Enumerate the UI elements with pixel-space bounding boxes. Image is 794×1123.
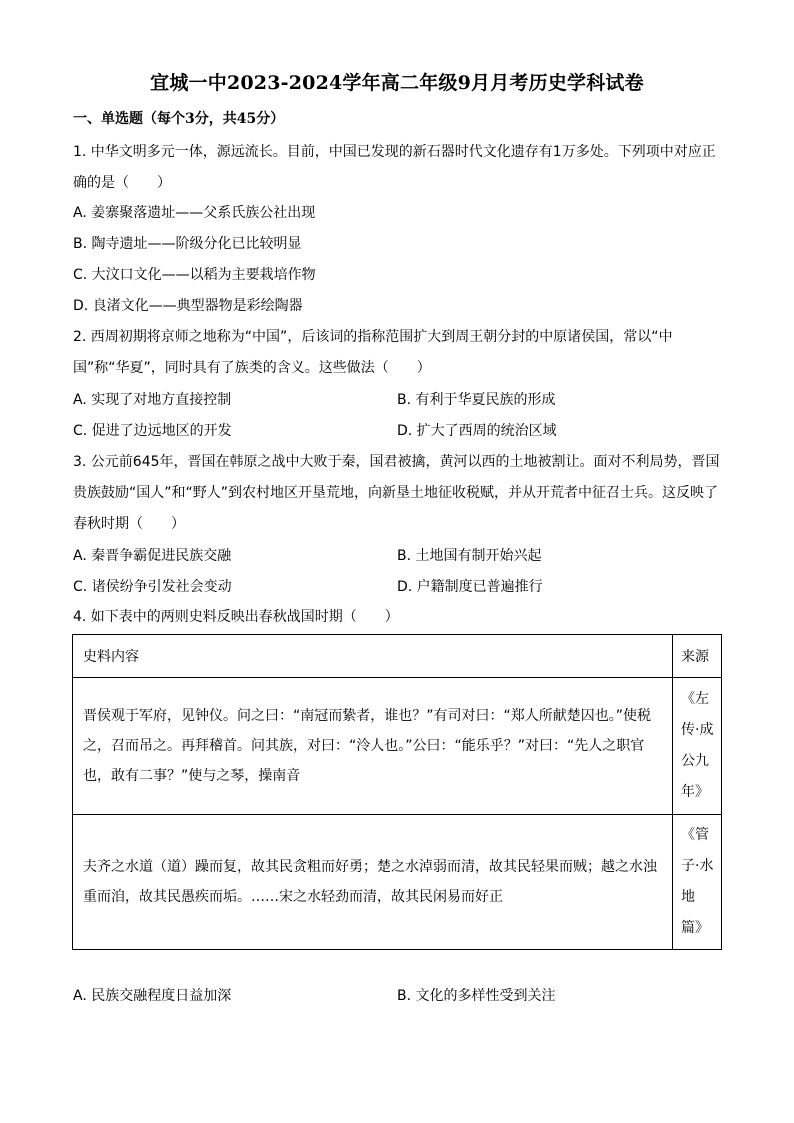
row-2-content: 夫齐之水道（道）躁而复，故其民贪粗而好勇；楚之水淖弱而清，故其民轻果而贼；越之水浊重而洎，故其民愚疾而垢。……宋之水轻劲而清，故其民闲易而好正 [73, 815, 673, 950]
row-1-content: 晋侯观于军府，见钟仪。问之曰：“南冠而絷者，谁也？”有司对曰：“郑人所献楚囚也。”使税之，召而吊之。再拜稽首。问其族，对曰：“泠人也。”公曰：“能乐乎？”对曰：“先人之职官也，敢有二事？”使与之琴，操南音 [73, 678, 673, 815]
table-row [73, 678, 722, 815]
table-row [73, 815, 722, 950]
table-header-row [73, 635, 722, 678]
header-content: 史料内容 [73, 635, 673, 678]
row-2-source: 《管子·水地篇》 [673, 815, 722, 950]
page-title: 宜城一中2023-2024学年高二年级9月月考历史学科试卷 [150, 72, 644, 94]
source-table [72, 634, 722, 950]
q3-option-d[interactable]: D. 户籍制度已普遍推行 [397, 579, 543, 595]
header-source: 来源 [673, 635, 722, 678]
q3-option-b[interactable]: B. 土地国有制开始兴起 [397, 548, 542, 564]
question-3-stem: 3. 公元前645年，晋国在韩原之战中大败于秦，国君被擒，黄河以西的土地被割让。面对不利局势，晋国贵族鼓励“国人”和“野人”到农村地区开垦荒地，向新垦土地征收税赋，并从开荒者中征召士兵。这反映了春秋时期（ ） [73, 454, 720, 532]
q2-option-c[interactable]: C. 促进了边远地区的开发 [73, 423, 232, 439]
row-1-source: 《左传·成公九年》 [673, 678, 722, 815]
q3-option-a[interactable]: A. 秦晋争霸促进民族交融 [73, 548, 232, 564]
q1-option-c[interactable]: C. 大汶口文化——以稻为主要栽培作物 [73, 267, 316, 283]
q1-option-d[interactable]: D. 良渚文化——典型器物是彩绘陶器 [73, 298, 303, 314]
q3-option-c[interactable]: C. 诸侯纷争引发社会变动 [73, 579, 232, 595]
q4-option-b[interactable]: B. 文化的多样性受到关注 [397, 988, 556, 1004]
question-1-stem: 1. 中华文明多元一体，源远流长。目前，中国已发现的新石器时代文化遗存有1万多处。下列项中对应正确的是（ ） [73, 144, 716, 191]
q2-option-d[interactable]: D. 扩大了西周的统治区域 [397, 423, 557, 439]
q1-option-b[interactable]: B. 陶寺遗址——阶级分化已比较明显 [73, 236, 302, 252]
q1-option-a[interactable]: A. 姜寨聚落遗址——父系氏族公社出现 [73, 205, 316, 221]
question-2-stem: 2. 西周初期将京师之地称为“中国”，后该词的指称范围扩大到周王朝分封的中原诸侯国，常以“中国”称“华夏”，同时具有了族类的含义。这些做法（ ） [73, 329, 673, 376]
q4-option-a[interactable]: A. 民族交融程度日益加深 [73, 988, 232, 1004]
question-4-stem: 4. 如下表中的两则史料反映出春秋战国时期（ ） [73, 609, 399, 625]
section-heading: 一、单选题（每个3分，共45分） [73, 111, 285, 127]
q2-option-a[interactable]: A. 实现了对地方直接控制 [73, 392, 232, 408]
q2-option-b[interactable]: B. 有利于华夏民族的形成 [397, 392, 556, 408]
